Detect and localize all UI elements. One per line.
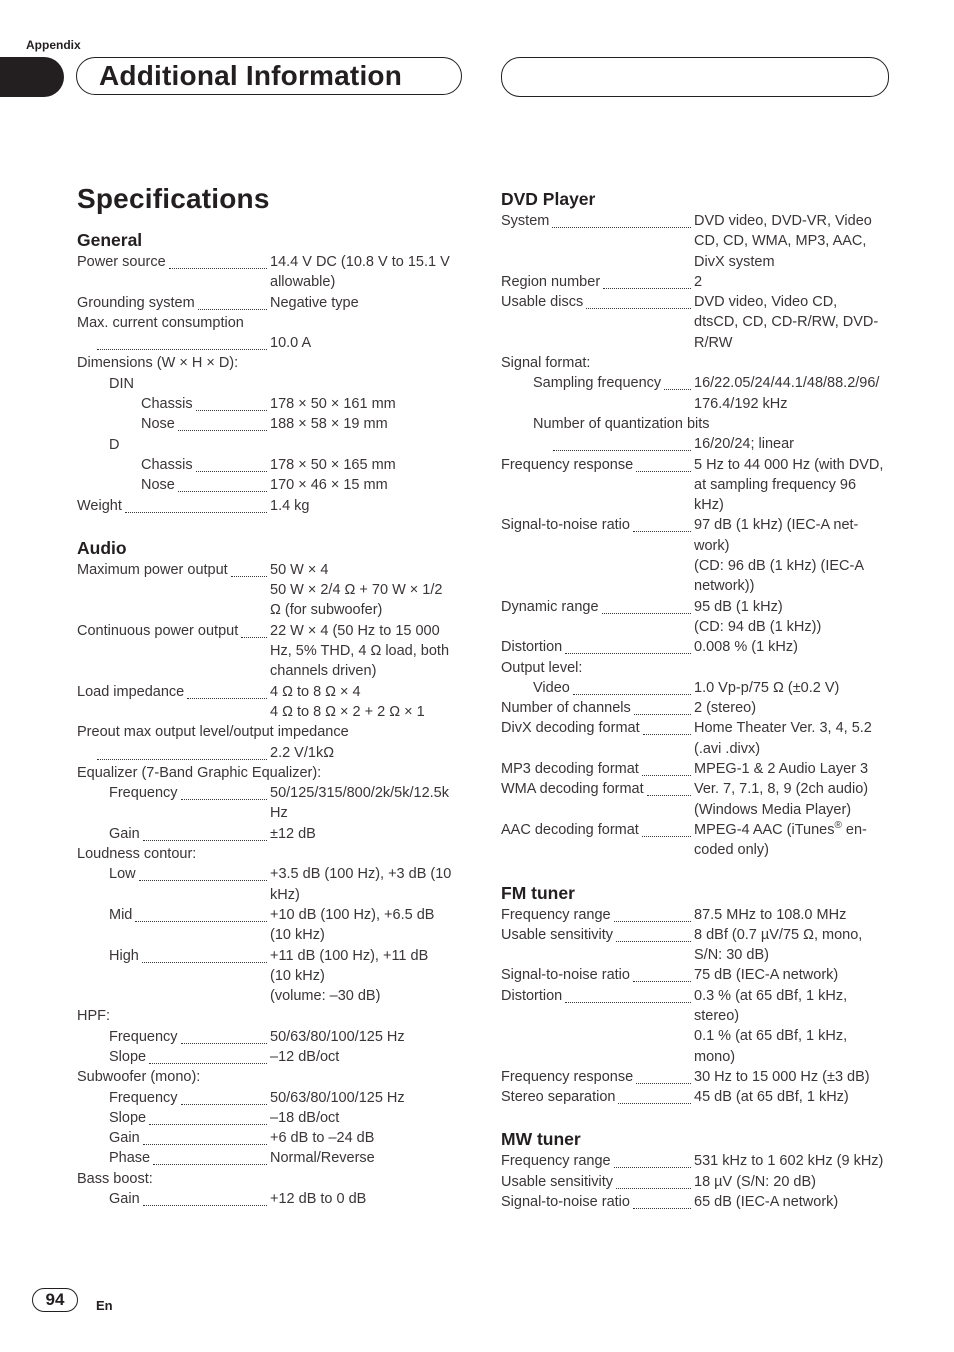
spec-value: 18 µV (S/N: 20 dB) [694,1173,816,1190]
spec-label: Power source [77,254,166,270]
spec-label: Distortion [501,639,563,656]
spec-value: DVD video, Video CD, dtsCD, CD, CD-R/RW, DVD- R/RW [694,294,879,351]
spec-value: 14.4 V DC (10.8 V to 15.1 V allowable) [270,254,450,291]
spec-label: Low [109,866,136,883]
spec-value: 45 dB (at 65 dBf, 1 kHz) [694,1089,849,1106]
spec-row-mw-range [501,1151,891,1171]
spec-value: 97 dB (1 kHz) (IEC-A net- work) (CD: 96 dB (1 kHz) (IEC-A network)) [694,517,864,595]
spec-row-system [501,211,891,272]
spec-value [694,820,891,861]
spec-row-fm-sens [501,925,891,966]
spec-row-fm-range [501,905,891,925]
spec-value: 531 kHz to 1 602 kHz (9 kHz) [694,1153,884,1170]
spec-label: Number of quantization bits [533,415,710,432]
spec-row-load [77,682,467,723]
spec-value: 75 dB (IEC-A network) [694,967,839,984]
section-title: Additional Information [99,60,403,91]
page-title: Specifications [77,183,270,214]
spec-label: HPF: [77,1008,111,1025]
spec-row-max-current [77,333,467,353]
page-language: En [96,1298,113,1313]
spec-value: Negative type [270,294,359,311]
general-heading: General [77,230,143,250]
spec-value: Home Theater Ver. 3, 4, 5.2 (.avi .divx) [694,720,872,757]
spec-value: 50/125/315/800/2k/5k/12.5k Hz [270,785,449,822]
spec-label: Sampling frequency [533,375,662,392]
spec-value: 4 Ω to 8 Ω × 4 4 Ω to 8 Ω × 2 + 2 Ω × 1 [270,683,425,720]
spec-label: Phase [109,1150,151,1167]
spec-label: DivX decoding format [501,720,640,737]
spec-row-sampling [501,373,891,414]
spec-label: AAC decoding format [501,821,639,838]
spec-value: +10 dB (100 Hz), +6.5 dB (10 kHz) [270,906,435,944]
spec-value: 178 × 50 × 161 mm [270,396,396,413]
spec-row-aac [501,820,891,861]
spec-label: Number of channels [501,700,631,717]
spec-row-fm-dist [501,986,891,1067]
spec-value: 2.2 V/1kΩ [270,744,335,761]
spec-label: Frequency range [501,906,611,923]
spec-value: 1.4 kg [270,497,310,514]
spec-label: Stereo separation [501,1089,616,1106]
left-column [77,228,467,1209]
spec-row-snr [501,515,891,596]
spec-value: MPEG-1 & 2 Audio Layer 3 [694,761,869,778]
spec-row-divx [501,718,891,759]
spec-row-hpf-slope [77,1047,467,1067]
spec-label: Signal-to-noise ratio [501,1194,630,1211]
spec-label: Region number [501,273,601,290]
spec-value: 87.5 MHz to 108.0 MHz [694,906,847,923]
spec-label: Video [533,679,570,696]
spec-row-grounding [77,293,467,313]
spec-value: Normal/Reverse [270,1150,375,1167]
spec-label: Frequency [109,1089,178,1106]
spec-row-fm-sep [501,1087,891,1107]
appendix-label: Appendix [26,38,81,52]
spec-label: Nose [141,477,175,494]
spec-value: 170 × 46 × 15 mm [270,477,388,494]
page-number: 94 [32,1288,78,1312]
spec-value: Ver. 7, 7.1, 8, 9 (2ch audio) (Windows Media Player) [694,781,869,818]
spec-row-fm-snr [501,965,891,985]
spec-value: 8 dBf (0.7 µV/75 Ω, mono, S/N: 30 dB) [694,926,863,964]
spec-label: Gain [109,1191,140,1208]
spec-row-discs [501,292,891,353]
spec-label: Usable sensitivity [501,1173,614,1190]
spec-row-sub-freq [77,1088,467,1108]
spec-value: 30 Hz to 15 000 Hz (±3 dB) [694,1068,870,1085]
spec-value: 10.0 A [270,335,312,352]
spec-value: 95 dB (1 kHz) (CD: 94 dB (1 kHz)) [694,598,822,635]
spec-value: 65 dB (IEC-A network) [694,1194,839,1211]
spec-value: 50 W × 4 50 W × 2/4 Ω + 70 W × 1/2 Ω (for subwoofer) [270,561,443,619]
spec-label: Grounding system [77,294,195,311]
spec-value: 16/22.05/24/44.1/48/88.2/96/ 176.4/192 kHz [694,375,880,412]
spec-row-preout [77,743,467,763]
spec-row-distortion [501,637,891,657]
spec-value: 0.3 % (at 65 dBf, 1 kHz, stereo) 0.1 % (at 65 dBf, 1 kHz, mono) [694,987,848,1065]
spec-label: Frequency response [501,456,634,473]
spec-value: +12 dB to 0 dB [270,1191,367,1208]
spec-label: Loudness contour: [77,846,197,863]
spec-row-d-chassis [77,455,467,475]
spec-label: System [501,213,550,229]
spec-row-d-nose [77,475,467,495]
spec-value: 1.0 Vp-p/75 Ω (±0.2 V) [694,679,840,696]
dvd-heading: DVD Player [501,189,596,209]
fm-heading: FM tuner [501,882,575,903]
spec-row-weight [77,496,467,516]
spec-value: 2 (stereo) [694,700,757,717]
spec-row-cont-power [77,621,467,682]
spec-row-video [501,678,891,698]
spec-row-wma [501,779,891,820]
spec-row-quant [501,434,891,454]
spec-row-loud-low [77,864,467,905]
spec-value: 178 × 50 × 165 mm [270,456,396,473]
spec-value: 5 Hz to 44 000 Hz (with DVD, at sampling frequency 96 kHz) [694,456,884,514]
spec-label: Gain [109,1130,140,1147]
spec-label: Subwoofer (mono): [77,1069,201,1086]
spec-value: 16/20/24; linear [694,436,794,453]
spec-row-power-source [77,252,467,293]
section-tab-marker [0,57,64,97]
spec-value: 50/63/80/100/125 Hz [270,1028,405,1045]
spec-row-mw-sens [501,1172,891,1192]
spec-value-part: MPEG-4 AAC (iTunes [694,821,835,838]
spec-value: DVD video, DVD-VR, Video CD, CD, WMA, MP3, AAC, DivX system [694,213,872,270]
spec-value-part: en- coded only) [694,821,867,859]
spec-row-dynamic [501,597,891,638]
spec-value: –12 dB/oct [270,1048,340,1065]
spec-label: Weight [77,497,122,514]
spec-label: Gain [109,825,140,842]
registered-mark: ® [834,820,842,832]
spec-row-loud-high [77,946,467,1007]
spec-value: +6 dB to –24 dB [270,1130,375,1147]
spec-label: High [109,947,139,964]
spec-label: Preout max output level/output impedance [77,724,349,741]
spec-label: Signal-to-noise ratio [501,517,630,534]
spec-row-sub-slope [77,1108,467,1128]
spec-value: 188 × 58 × 19 mm [270,416,388,433]
spec-value: 50/63/80/100/125 Hz [270,1089,405,1106]
spec-sublabel: DIN [109,375,134,392]
spec-row-freq-resp [501,455,891,516]
spec-label: Distortion [501,987,563,1004]
spec-label: Continuous power output [77,622,239,639]
section-header-blank [501,57,889,97]
spec-label: Slope [109,1109,147,1126]
spec-label: Maximum power output [77,561,228,578]
spec-row-fm-resp [501,1067,891,1087]
section-header [76,57,462,95]
spec-label: Chassis [141,456,193,473]
spec-value: 2 [694,273,703,290]
spec-label: Chassis [141,396,193,413]
spec-value: +11 dB (100 Hz), +11 dB (10 kHz) (volume: –30 dB) [270,947,429,1005]
spec-label: Frequency response [501,1068,634,1085]
spec-value: +3.5 dB (100 Hz), +3 dB (10 kHz) [270,866,452,903]
spec-row-mp3 [501,759,891,779]
spec-value: 0.008 % (1 kHz) [694,639,798,656]
spec-row-channels [501,698,891,718]
spec-row-hpf-freq [77,1027,467,1047]
spec-label: Usable discs [501,294,584,311]
spec-label: Frequency range [501,1153,611,1170]
spec-label: Usable sensitivity [501,926,614,943]
spec-row-max-power [77,560,467,621]
spec-row-region [501,272,891,292]
spec-row-din-chassis [77,394,467,414]
spec-label: Dynamic range [501,598,599,615]
spec-row-eq-freq [77,783,467,824]
spec-row-bass-gain [77,1189,467,1209]
spec-label: MP3 decoding format [501,761,639,778]
spec-row-din-nose [77,414,467,434]
mw-heading: MW tuner [501,1129,581,1150]
spec-sublabel: D [109,436,120,453]
spec-row-eq-gain [77,824,467,844]
spec-label: Signal-to-noise ratio [501,967,630,984]
spec-label: Mid [109,906,133,923]
spec-label: Output level: [501,659,583,676]
spec-label: Max. current consumption [77,314,244,331]
audio-heading: Audio [77,537,127,558]
spec-label: Equalizer (7-Band Graphic Equalizer): [77,764,322,781]
spec-label: WMA decoding format [501,781,644,798]
spec-label: Dimensions (W × H × D): [77,355,239,372]
spec-row-mw-snr [501,1192,891,1212]
spec-label: Bass boost: [77,1170,153,1187]
spec-value: 22 W × 4 (50 Hz to 15 000 Hz, 5% THD, 4 Ω load, both channels driven) [270,622,450,680]
spec-label: Load impedance [77,683,185,700]
spec-label: Slope [109,1048,147,1065]
spec-label: Frequency [109,785,178,802]
spec-label: Nose [141,416,175,433]
spec-row-loud-mid [77,905,467,946]
spec-value: –18 dB/oct [270,1109,340,1126]
spec-row-sub-phase [77,1148,467,1168]
spec-label: Frequency [109,1028,178,1045]
spec-label: Signal format: [501,355,591,372]
spec-value: ±12 dB [270,825,316,842]
right-column [501,187,891,1212]
spec-row-sub-gain [77,1128,467,1148]
